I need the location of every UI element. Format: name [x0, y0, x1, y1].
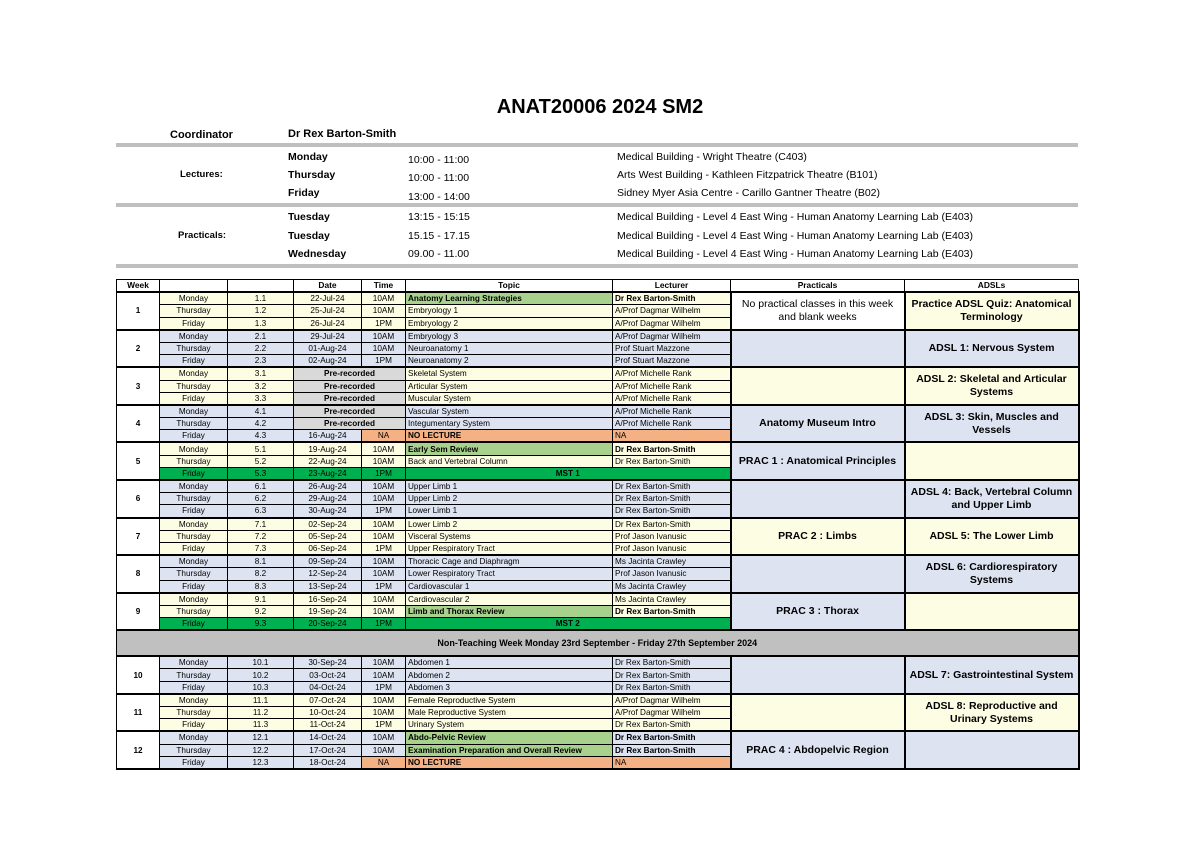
- lecture-time: 10:00 - 11:00: [408, 154, 470, 166]
- time-cell: 1PM: [362, 505, 406, 518]
- date-cell: 30-Sep-24: [294, 656, 362, 669]
- time-cell: 10AM: [362, 707, 406, 719]
- table-row: [117, 694, 1079, 707]
- topic-cell: Skeletal System: [406, 367, 613, 380]
- day-cell: Monday: [160, 656, 228, 669]
- date-cell: 19-Sep-24: [294, 605, 362, 617]
- practical-cell: No practical classes in this week and blank weeks: [731, 292, 905, 330]
- lecture-number: 4.2: [228, 418, 294, 430]
- table-row: [117, 593, 1079, 606]
- table-row: [117, 480, 1079, 493]
- date-cell: 18-Oct-24: [294, 756, 362, 769]
- practical-cell: [731, 656, 905, 694]
- practical-cell: PRAC 3 : Thorax: [731, 593, 905, 631]
- lecturer-cell: A/Prof Michelle Rank: [613, 392, 731, 405]
- week-number: 11: [117, 694, 160, 732]
- topic-cell: Embryology 2: [406, 317, 613, 330]
- time-cell: 10AM: [362, 731, 406, 744]
- date-cell: 01-Aug-24: [294, 342, 362, 354]
- topic-cell: Neuroanatomy 1: [406, 342, 613, 354]
- lecture-number: 2.3: [228, 355, 294, 368]
- lecture-number: 12.3: [228, 756, 294, 769]
- topic-cell: Cardiovascular 1: [406, 580, 613, 593]
- lecture-number: 8.1: [228, 555, 294, 568]
- date-cell: 29-Jul-24: [294, 330, 362, 343]
- day-cell: Monday: [160, 555, 228, 568]
- table-row: [117, 292, 1079, 305]
- lecturer-cell: A/Prof Dagmar Wilhelm: [613, 694, 731, 707]
- lecturer-cell: Ms Jacinta Crawley: [613, 555, 731, 568]
- time-cell: 10AM: [362, 669, 406, 681]
- time-cell: 1PM: [362, 618, 406, 631]
- topic-cell: Embryology 3: [406, 330, 613, 343]
- lecturer-cell: Dr Rex Barton-Smith: [613, 493, 731, 505]
- lecture-venue: Sidney Myer Asia Centre - Carillo Gantner Theatre (B02): [617, 187, 881, 199]
- day-cell: Thursday: [160, 380, 228, 392]
- lecture-number: 2.1: [228, 330, 294, 343]
- topic-cell: Visceral Systems: [406, 530, 613, 542]
- lecture-number: 4.1: [228, 405, 294, 418]
- table-row: [117, 367, 1079, 380]
- lecture-number: 6.1: [228, 480, 294, 493]
- practical-cell: [731, 367, 905, 405]
- week-number: 7: [117, 518, 160, 556]
- practical-cell: PRAC 4 : Abdopelvic Region: [731, 731, 905, 769]
- day-cell: Monday: [160, 480, 228, 493]
- practicals-label: Practicals:: [178, 230, 227, 241]
- date-cell: 14-Oct-24: [294, 731, 362, 744]
- lecture-venue: Medical Building - Wright Theatre (C403): [617, 151, 807, 163]
- date-cell: 25-Jul-24: [294, 305, 362, 317]
- date-cell: 10-Oct-24: [294, 707, 362, 719]
- date-cell: 12-Sep-24: [294, 568, 362, 580]
- lecture-number: 1.2: [228, 305, 294, 317]
- day-cell: Thursday: [160, 418, 228, 430]
- time-cell: 10AM: [362, 593, 406, 606]
- day-cell: Thursday: [160, 707, 228, 719]
- time-cell: 10AM: [362, 568, 406, 580]
- practical-day: Wednesday: [288, 248, 347, 260]
- time-cell: 10AM: [362, 656, 406, 669]
- lecturer-cell: A/Prof Dagmar Wilhelm: [613, 305, 731, 317]
- topic-cell: Muscular System: [406, 392, 613, 405]
- lecturer-cell: Dr Rex Barton-Smith: [613, 292, 731, 305]
- lecture-number: 3.3: [228, 392, 294, 405]
- lecture-number: 7.2: [228, 530, 294, 542]
- topic-cell: Integumentary System: [406, 418, 613, 430]
- lecture-venue: Arts West Building - Kathleen Fitzpatrick Theatre (B101): [617, 169, 878, 181]
- date-cell: 02-Aug-24: [294, 355, 362, 368]
- lecture-number: 11.3: [228, 719, 294, 732]
- day-cell: Friday: [160, 719, 228, 732]
- lecturer-cell: Dr Rex Barton-Smith: [613, 480, 731, 493]
- day-cell: Friday: [160, 467, 228, 480]
- practical-cell: Anatomy Museum Intro: [731, 405, 905, 443]
- time-cell: 10AM: [362, 292, 406, 305]
- practical-time: 15.15 - 17.15: [408, 230, 470, 242]
- lecture-day: Friday: [288, 187, 320, 199]
- week-number: 2: [117, 330, 160, 368]
- adsl-cell: [905, 442, 1079, 480]
- table-row: [117, 656, 1079, 669]
- topic-cell: Lower Limb 1: [406, 505, 613, 518]
- practical-venue: Medical Building - Level 4 East Wing - Human Anatomy Learning Lab (E403): [617, 211, 974, 223]
- day-cell: Thursday: [160, 530, 228, 542]
- practical-day: Tuesday: [288, 211, 330, 223]
- mst-cell: MST 1: [406, 467, 731, 480]
- lecturer-cell: Dr Rex Barton-Smith: [613, 518, 731, 531]
- day-cell: Monday: [160, 367, 228, 380]
- time-cell: 1PM: [362, 681, 406, 694]
- topic-cell: Anatomy Learning Strategies: [406, 292, 613, 305]
- lecturer-cell: Dr Rex Barton-Smith: [613, 442, 731, 455]
- time-cell: 1PM: [362, 580, 406, 593]
- date-cell: 06-Sep-24: [294, 542, 362, 555]
- lecture-number: 3.2: [228, 380, 294, 392]
- topic-cell: Embryology 1: [406, 305, 613, 317]
- lecture-number: 3.1: [228, 367, 294, 380]
- practical-venue: Medical Building - Level 4 East Wing - Human Anatomy Learning Lab (E403): [617, 230, 974, 242]
- topic-cell: Upper Limb 1: [406, 480, 613, 493]
- lecture-number: 1.1: [228, 292, 294, 305]
- topic-cell: Upper Respiratory Tract: [406, 542, 613, 555]
- week-number: 10: [117, 656, 160, 694]
- prerecorded-cell: Pre-recorded: [294, 392, 406, 405]
- header-date: Date: [294, 280, 362, 293]
- day-cell: Monday: [160, 405, 228, 418]
- practical-cell: [731, 480, 905, 518]
- lecture-number: 9.2: [228, 605, 294, 617]
- lecturer-cell: A/Prof Michelle Rank: [613, 367, 731, 380]
- time-cell: 10AM: [362, 342, 406, 354]
- topic-cell: Abdomen 1: [406, 656, 613, 669]
- lecture-number: 12.1: [228, 731, 294, 744]
- time-cell: 10AM: [362, 744, 406, 756]
- time-cell: 1PM: [362, 317, 406, 330]
- time-cell: 10AM: [362, 605, 406, 617]
- adsl-cell: ADSL 8: Reproductive and Urinary Systems: [905, 694, 1079, 732]
- lecture-number: 11.1: [228, 694, 294, 707]
- day-cell: Monday: [160, 518, 228, 531]
- lecturer-cell: A/Prof Dagmar Wilhelm: [613, 317, 731, 330]
- date-cell: 17-Oct-24: [294, 744, 362, 756]
- adsl-cell: [905, 731, 1079, 769]
- lectures-label: Lectures:: [180, 169, 223, 180]
- time-cell: 1PM: [362, 467, 406, 480]
- practical-day: Tuesday: [288, 230, 330, 242]
- date-cell: 23-Aug-24: [294, 467, 362, 480]
- date-cell: 30-Aug-24: [294, 505, 362, 518]
- date-cell: 04-Oct-24: [294, 681, 362, 694]
- lecture-number: 2.2: [228, 342, 294, 354]
- table-row: [117, 731, 1079, 744]
- day-cell: Monday: [160, 330, 228, 343]
- lecture-number: 9.3: [228, 618, 294, 631]
- topic-cell: Limb and Thorax Review: [406, 605, 613, 617]
- day-cell: Friday: [160, 430, 228, 443]
- coordinator-name: Dr Rex Barton-Smith: [288, 128, 397, 140]
- practical-time: 09.00 - 11.00: [408, 248, 470, 260]
- lecturer-cell: Dr Rex Barton-Smith: [613, 744, 731, 756]
- time-cell: 10AM: [362, 442, 406, 455]
- time-cell: NA: [362, 430, 406, 443]
- header-topic: Topic: [406, 280, 613, 293]
- day-cell: Friday: [160, 542, 228, 555]
- lecture-number: 7.1: [228, 518, 294, 531]
- day-cell: Thursday: [160, 568, 228, 580]
- date-cell: 05-Sep-24: [294, 530, 362, 542]
- lecture-number: 4.3: [228, 430, 294, 443]
- topic-cell: Articular System: [406, 380, 613, 392]
- topic-cell: Abdomen 3: [406, 681, 613, 694]
- lecturer-cell: A/Prof Michelle Rank: [613, 418, 731, 430]
- lecture-number: 7.3: [228, 542, 294, 555]
- topic-cell: Examination Preparation and Overall Review: [406, 744, 613, 756]
- date-cell: 20-Sep-24: [294, 618, 362, 631]
- lecturer-cell: Ms Jacinta Crawley: [613, 593, 731, 606]
- time-cell: 10AM: [362, 555, 406, 568]
- adsl-cell: Practice ADSL Quiz: Anatomical Terminology: [905, 292, 1079, 330]
- lecture-time: 10:00 - 11:00: [408, 172, 470, 184]
- lecture-number: 8.3: [228, 580, 294, 593]
- lecturer-cell: A/Prof Dagmar Wilhelm: [613, 330, 731, 343]
- topic-cell: Back and Vertebral Column: [406, 455, 613, 467]
- topic-cell: NO LECTURE: [406, 756, 613, 769]
- non-teaching-row: [117, 630, 1079, 656]
- lecturer-cell: Prof Stuart Mazzone: [613, 342, 731, 354]
- divider: [116, 143, 1078, 147]
- lecture-number: 5.2: [228, 455, 294, 467]
- topic-cell: Urinary System: [406, 719, 613, 732]
- time-cell: 10AM: [362, 305, 406, 317]
- adsl-cell: ADSL 1: Nervous System: [905, 330, 1079, 368]
- topic-cell: Neuroanatomy 2: [406, 355, 613, 368]
- day-cell: Monday: [160, 593, 228, 606]
- topic-cell: Lower Limb 2: [406, 518, 613, 531]
- lecture-time: 13:00 - 14:00: [408, 191, 470, 203]
- week-number: 9: [117, 593, 160, 631]
- day-cell: Friday: [160, 618, 228, 631]
- adsl-cell: ADSL 2: Skeletal and Articular Systems: [905, 367, 1079, 405]
- practical-cell: PRAC 1 : Anatomical Principles: [731, 442, 905, 480]
- lecturer-cell: Dr Rex Barton-Smith: [613, 669, 731, 681]
- practical-cell: [731, 694, 905, 732]
- date-cell: 13-Sep-24: [294, 580, 362, 593]
- lecture-number: 6.2: [228, 493, 294, 505]
- non-teaching-cell: Non-Teaching Week Monday 23rd September - Friday 27th September 2024: [117, 630, 1079, 656]
- table-row: [117, 330, 1079, 343]
- lecturer-cell: Dr Rex Barton-Smith: [613, 605, 731, 617]
- week-number: 8: [117, 555, 160, 593]
- date-cell: 16-Sep-24: [294, 593, 362, 606]
- lecture-number: 8.2: [228, 568, 294, 580]
- lecture-number: 10.1: [228, 656, 294, 669]
- prerecorded-cell: Pre-recorded: [294, 405, 406, 418]
- date-cell: 22-Aug-24: [294, 455, 362, 467]
- topic-cell: Thoracic Cage and Diaphragm: [406, 555, 613, 568]
- day-cell: Friday: [160, 756, 228, 769]
- time-cell: 10AM: [362, 480, 406, 493]
- time-cell: 1PM: [362, 719, 406, 732]
- lecturer-cell: Dr Rex Barton-Smith: [613, 656, 731, 669]
- lecturer-cell: Dr Rex Barton-Smith: [613, 719, 731, 732]
- table-row: [117, 442, 1079, 455]
- adsl-cell: ADSL 5: The Lower Limb: [905, 518, 1079, 556]
- day-cell: Friday: [160, 317, 228, 330]
- lecture-number: 5.3: [228, 467, 294, 480]
- prerecorded-cell: Pre-recorded: [294, 367, 406, 380]
- practical-time: 13:15 - 15:15: [408, 211, 470, 223]
- date-cell: 29-Aug-24: [294, 493, 362, 505]
- day-cell: Monday: [160, 292, 228, 305]
- lecture-day: Monday: [288, 151, 328, 163]
- topic-cell: Upper Limb 2: [406, 493, 613, 505]
- topic-cell: Early Sem Review: [406, 442, 613, 455]
- lecturer-cell: A/Prof Michelle Rank: [613, 380, 731, 392]
- page-title: ANAT20006 2024 SM2: [496, 96, 704, 118]
- adsl-cell: ADSL 3: Skin, Muscles and Vessels: [905, 405, 1079, 443]
- lecture-number: 6.3: [228, 505, 294, 518]
- day-cell: Friday: [160, 580, 228, 593]
- topic-cell: Male Reproductive System: [406, 707, 613, 719]
- timetable: [116, 279, 1080, 770]
- table-row: [117, 405, 1079, 418]
- lecturer-cell: Dr Rex Barton-Smith: [613, 681, 731, 694]
- header-day: [160, 280, 228, 293]
- date-cell: 07-Oct-24: [294, 694, 362, 707]
- week-number: 3: [117, 367, 160, 405]
- lecturer-cell: Prof Jason Ivanusic: [613, 542, 731, 555]
- lecturer-cell: NA: [613, 430, 731, 443]
- divider: [116, 203, 1078, 207]
- time-cell: 10AM: [362, 518, 406, 531]
- date-cell: 03-Oct-24: [294, 669, 362, 681]
- date-cell: 26-Aug-24: [294, 480, 362, 493]
- time-cell: 10AM: [362, 455, 406, 467]
- table-row: [117, 518, 1079, 531]
- day-cell: Thursday: [160, 744, 228, 756]
- lecturer-cell: Ms Jacinta Crawley: [613, 580, 731, 593]
- week-number: 12: [117, 731, 160, 769]
- adsl-cell: ADSL 6: Cardiorespiratory Systems: [905, 555, 1079, 593]
- lecturer-cell: Dr Rex Barton-Smith: [613, 731, 731, 744]
- coordinator-label: Coordinator: [170, 129, 233, 141]
- day-cell: Monday: [160, 731, 228, 744]
- lecturer-cell: NA: [613, 756, 731, 769]
- time-cell: 10AM: [362, 694, 406, 707]
- lecture-number: 9.1: [228, 593, 294, 606]
- date-cell: 16-Aug-24: [294, 430, 362, 443]
- practical-venue: Medical Building - Level 4 East Wing - Human Anatomy Learning Lab (E403): [617, 248, 974, 260]
- lecturer-cell: A/Prof Michelle Rank: [613, 405, 731, 418]
- time-cell: 10AM: [362, 530, 406, 542]
- lecture-number: 12.2: [228, 744, 294, 756]
- week-number: 4: [117, 405, 160, 443]
- practical-cell: [731, 330, 905, 368]
- prerecorded-cell: Pre-recorded: [294, 380, 406, 392]
- header-lecturer: Lecturer: [613, 280, 731, 293]
- day-cell: Thursday: [160, 605, 228, 617]
- week-number: 5: [117, 442, 160, 480]
- topic-cell: NO LECTURE: [406, 430, 613, 443]
- time-cell: 1PM: [362, 542, 406, 555]
- lecture-number: 5.1: [228, 442, 294, 455]
- topic-cell: Female Reproductive System: [406, 694, 613, 707]
- day-cell: Thursday: [160, 669, 228, 681]
- lecture-number: 10.3: [228, 681, 294, 694]
- date-cell: 19-Aug-24: [294, 442, 362, 455]
- prerecorded-cell: Pre-recorded: [294, 418, 406, 430]
- lecture-number: 10.2: [228, 669, 294, 681]
- day-cell: Thursday: [160, 305, 228, 317]
- topic-cell: Vascular System: [406, 405, 613, 418]
- lecturer-cell: Prof Stuart Mazzone: [613, 355, 731, 368]
- day-cell: Monday: [160, 442, 228, 455]
- day-cell: Thursday: [160, 342, 228, 354]
- date-cell: 02-Sep-24: [294, 518, 362, 531]
- lecturer-cell: A/Prof Dagmar Wilhelm: [613, 707, 731, 719]
- topic-cell: Cardiovascular 2: [406, 593, 613, 606]
- time-cell: NA: [362, 756, 406, 769]
- time-cell: 1PM: [362, 355, 406, 368]
- divider: [116, 264, 1078, 268]
- lecture-number: 11.2: [228, 707, 294, 719]
- topic-cell: Abdomen 2: [406, 669, 613, 681]
- table-row: [117, 555, 1079, 568]
- day-cell: Friday: [160, 392, 228, 405]
- day-cell: Monday: [160, 694, 228, 707]
- day-cell: Friday: [160, 505, 228, 518]
- day-cell: Friday: [160, 355, 228, 368]
- practical-cell: [731, 555, 905, 593]
- date-cell: 26-Jul-24: [294, 317, 362, 330]
- adsl-cell: ADSL 4: Back, Vertebral Column and Upper Limb: [905, 480, 1079, 518]
- practical-cell: PRAC 2 : Limbs: [731, 518, 905, 556]
- day-cell: Thursday: [160, 493, 228, 505]
- lecturer-cell: Prof Jason Ivanusic: [613, 530, 731, 542]
- week-number: 1: [117, 292, 160, 330]
- time-cell: 10AM: [362, 493, 406, 505]
- lecturer-cell: Dr Rex Barton-Smith: [613, 455, 731, 467]
- lecturer-cell: Prof Jason Ivanusic: [613, 568, 731, 580]
- header-number: [228, 280, 294, 293]
- week-number: 6: [117, 480, 160, 518]
- topic-cell: Abdo-Pelvic Review: [406, 731, 613, 744]
- date-cell: 22-Jul-24: [294, 292, 362, 305]
- header-week: Week: [117, 280, 160, 293]
- header-adsls: ADSLs: [905, 280, 1079, 293]
- day-cell: Thursday: [160, 455, 228, 467]
- date-cell: 09-Sep-24: [294, 555, 362, 568]
- lecture-number: 1.3: [228, 317, 294, 330]
- adsl-cell: ADSL 7: Gastrointestinal System: [905, 656, 1079, 694]
- adsl-cell: [905, 593, 1079, 631]
- header-time: Time: [362, 280, 406, 293]
- topic-cell: Lower Respiratory Tract: [406, 568, 613, 580]
- day-cell: Friday: [160, 681, 228, 694]
- time-cell: 10AM: [362, 330, 406, 343]
- mst-cell: MST 2: [406, 618, 731, 631]
- lecturer-cell: Dr Rex Barton-Smith: [613, 505, 731, 518]
- lecture-day: Thursday: [288, 169, 336, 181]
- date-cell: 11-Oct-24: [294, 719, 362, 732]
- header-practicals: Practicals: [731, 280, 905, 293]
